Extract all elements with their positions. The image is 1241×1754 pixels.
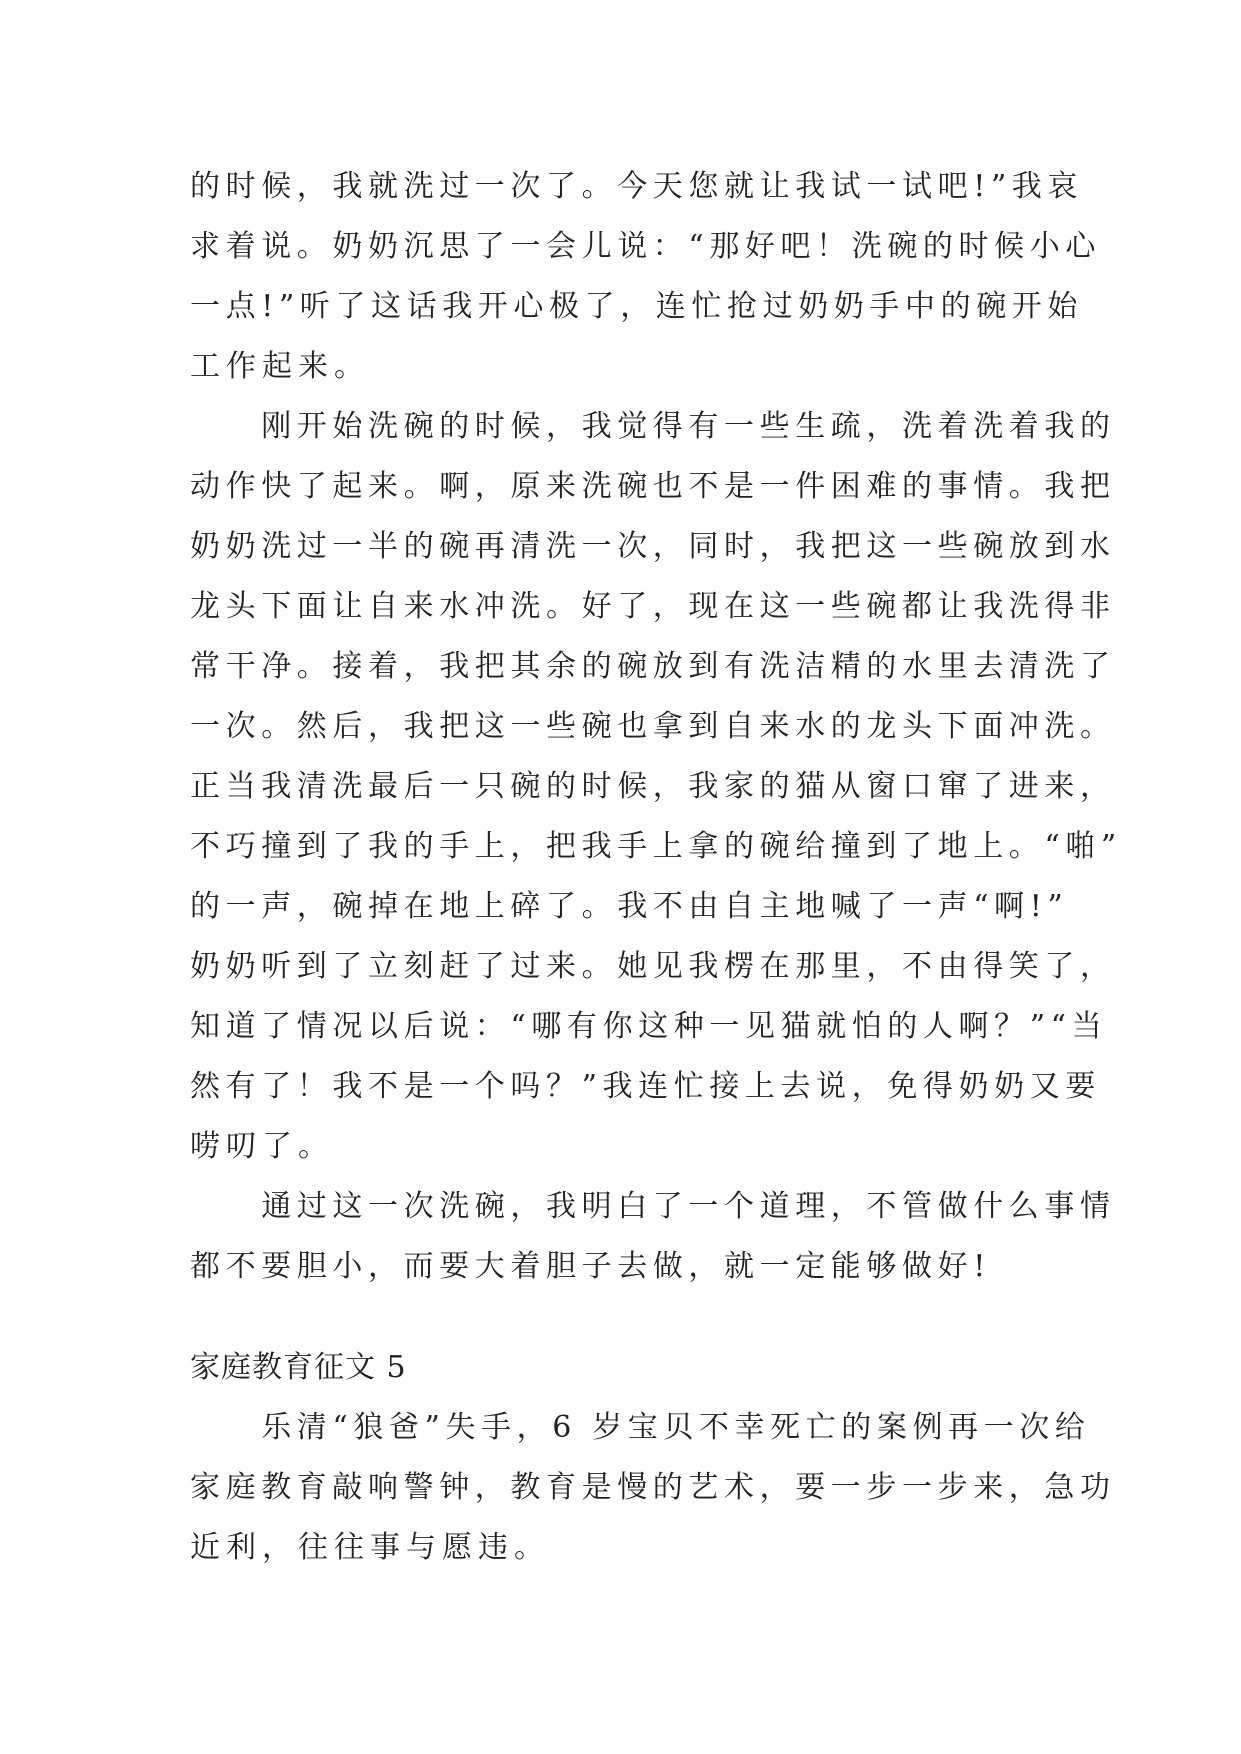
text-line: 求着说。奶奶沉思了一会儿说：“那好吧！洗碗的时候小心 [190, 229, 1101, 264]
text-line: 家庭教育敲响警钟，教育是慢的艺术，要一步一步来，急功 [190, 1470, 1116, 1505]
text-line: 奶奶洗过一半的碗再清洗一次，同时，我把这一些碗放到水 [190, 529, 1116, 564]
text-line: 都不要胆小，而要大着胆子去做，就一定能够做好! [190, 1249, 991, 1284]
text-line: 常干净。接着，我把其余的碗放到有洗洁精的水里去清洗了 [190, 649, 1116, 684]
text-line: 工作起来。 [190, 349, 370, 384]
section-heading: 家庭教育征文 5 [190, 1350, 407, 1385]
text-line: 不巧撞到了我的手上，把我手上拿的碗给撞到了地上。“啪” [190, 829, 1122, 864]
text-line: 正当我清洗最后一只碗的时候，我家的猫从窗口窜了进来， [190, 769, 1116, 804]
text-line: 一次。然后，我把这一些碗也拿到自来水的龙头下面冲洗。 [190, 709, 1116, 744]
text-line: 刚开始洗碗的时候，我觉得有一些生疏，洗着洗着我的 [190, 409, 1116, 444]
text-line: 知道了情况以后说：“哪有你这种一见猫就怕的人啊？”“当 [190, 1009, 1108, 1044]
text-line: 龙头下面让自来水冲洗。好了，现在这一些碗都让我洗得非 [190, 589, 1116, 624]
text-line: 动作快了起来。啊，原来洗碗也不是一件困难的事情。我把 [190, 469, 1116, 504]
text-line: 奶奶听到了立刻赶了过来。她见我楞在那里，不由得笑了， [190, 949, 1116, 984]
text-line: 乐清“狼爸”失手，6 岁宝贝不幸死亡的案例再一次给 [190, 1410, 1091, 1445]
text-line: 近利，往往事与愿违。 [190, 1530, 550, 1565]
text-line: 通过这一次洗碗，我明白了一个道理，不管做什么事情 [190, 1189, 1116, 1224]
text-line: 然有了！我不是一个吗？”我连忙接上去说，免得奶奶又要 [190, 1069, 1101, 1104]
text-line: 的一声，碗掉在地上碎了。我不由自主地喊了一声“啊!” [190, 889, 1069, 924]
text-line: 的时候，我就洗过一次了。今天您就让我试一试吧!”我哀 [190, 169, 1083, 204]
text-line: 一点!”听了这话我开心极了，连忙抢过奶奶手中的碗开始 [190, 289, 1083, 324]
text-line: 唠叨了。 [190, 1129, 334, 1164]
